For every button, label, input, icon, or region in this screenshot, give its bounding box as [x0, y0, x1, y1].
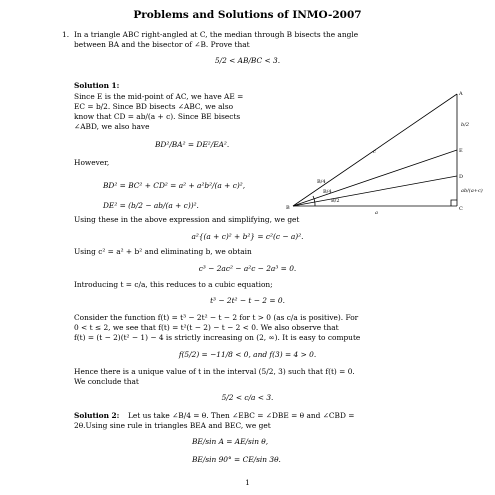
sol1-para5-line2: 0 < t ≤ 2, we see that f(t) = t²(t − 2) − t − 2 < 0. We also observe that: [74, 323, 339, 332]
sol2-para1-line1: Let us take ∠B/4 = θ. Then ∠EBC = ∠DBE = θ and ∠CBD =: [128, 411, 355, 420]
equation-conclusion: 5/2 < c/a < 3.: [221, 393, 274, 402]
solution-1-heading: Solution 1:: [74, 81, 120, 90]
vertex-b-label: B: [286, 205, 290, 211]
angle-b4-label-1: B/4: [317, 179, 326, 185]
sol1-para1-line1: Since E is the mid-point of AC, we have AE =: [74, 92, 244, 101]
problem-line-2: between BA and the bisector of ∠B. Prove that: [74, 40, 250, 49]
angle-b4-label-2: B/4: [323, 189, 332, 195]
sol1-para5-line1: Consider the function f(t) = t³ − 2t² − t − 2 for t > 0 (as c/a is positive). For: [74, 313, 359, 322]
vertex-a-label: A: [459, 91, 463, 97]
equation-de-squared: DE² = (b/2 − ab/(a + c))².: [103, 201, 199, 210]
right-angle-mark: [451, 200, 457, 206]
side-c-label: c: [373, 149, 376, 155]
equation-simplified: a²{(a + c)² + b²} = c²(c − a)².: [191, 232, 304, 241]
equation-sine-rule-1: BE/sin A = AE/sin θ,: [192, 437, 269, 446]
sol1-para1-line3: know that CD = ab/(a + c). Since BE bisects: [74, 112, 241, 121]
sol1-para3: Using c² = a² + b² and eliminating b, we obtain: [74, 247, 252, 256]
angle-arc: [313, 196, 315, 206]
equation-function-values: f(5/2) = −11/8 < 0, and f(3) = 4 > 0.: [178, 350, 317, 359]
median-be: [293, 150, 457, 206]
problem-line-1: In a triangle ABC right-angled at C, the median through B bisects the angle: [74, 30, 359, 39]
equation-sine-rule-2: BE/sin 90° = CE/sin 3θ.: [192, 455, 281, 464]
sol2-para1-line2: 2θ.Using sine rule in triangles BEA and BEC, we get: [74, 421, 271, 430]
problem-number: 1.: [62, 30, 70, 39]
however-text: However,: [74, 158, 110, 167]
sol1-para2: Using these in the above expression and simplifying, we get: [74, 215, 300, 224]
angle-b2-label: B/2: [331, 198, 340, 204]
problem-inequality: 5/2 < AB/BC < 3.: [214, 56, 281, 65]
cd-length-label: ab/(a+c): [461, 188, 483, 194]
sol1-para5-line3: f(t) = (t − 2)(t² − 1) − 4 is strictly increasing on (2, ∞). It is easy to compute: [74, 333, 361, 342]
page-number: 1: [245, 478, 250, 487]
half-b-label: b/2: [461, 122, 470, 128]
sol1-para6-line2: We conclude that: [74, 377, 139, 386]
point-e-label: E: [459, 148, 463, 154]
equation-cubic-c: c³ − 2ac² − a²c − 2a³ = 0.: [198, 264, 297, 273]
page-title: Problems and Solutions of INMO-2007: [133, 9, 362, 21]
sol1-para1-line4: ∠ABD, we also have: [74, 122, 150, 131]
sol1-para4: Introducing t = c/a, this reduces to a cubic equation;: [74, 280, 273, 289]
equation-bd-squared: BD² = BC² + CD² = a² + a²b²/(a + c)²,: [103, 181, 246, 190]
vertex-c-label: C: [459, 206, 463, 212]
sol1-para6-line1: Hence there is a unique value of t in the interval (5/2, 3) such that f(t) = 0.: [74, 367, 355, 376]
solution-2-heading: Solution 2:: [74, 411, 120, 420]
equation-cubic-t: t³ − 2t² − t − 2 = 0.: [210, 296, 285, 305]
equation-ratio: BD²/BA² = DE²/EA².: [155, 140, 230, 149]
side-a-label: a: [375, 210, 378, 216]
triangle-figure: [285, 88, 485, 220]
sol1-para1-line2: EC = b/2. Since BD bisects ∠ABC, we also: [74, 102, 234, 111]
point-d-label: D: [459, 174, 464, 180]
